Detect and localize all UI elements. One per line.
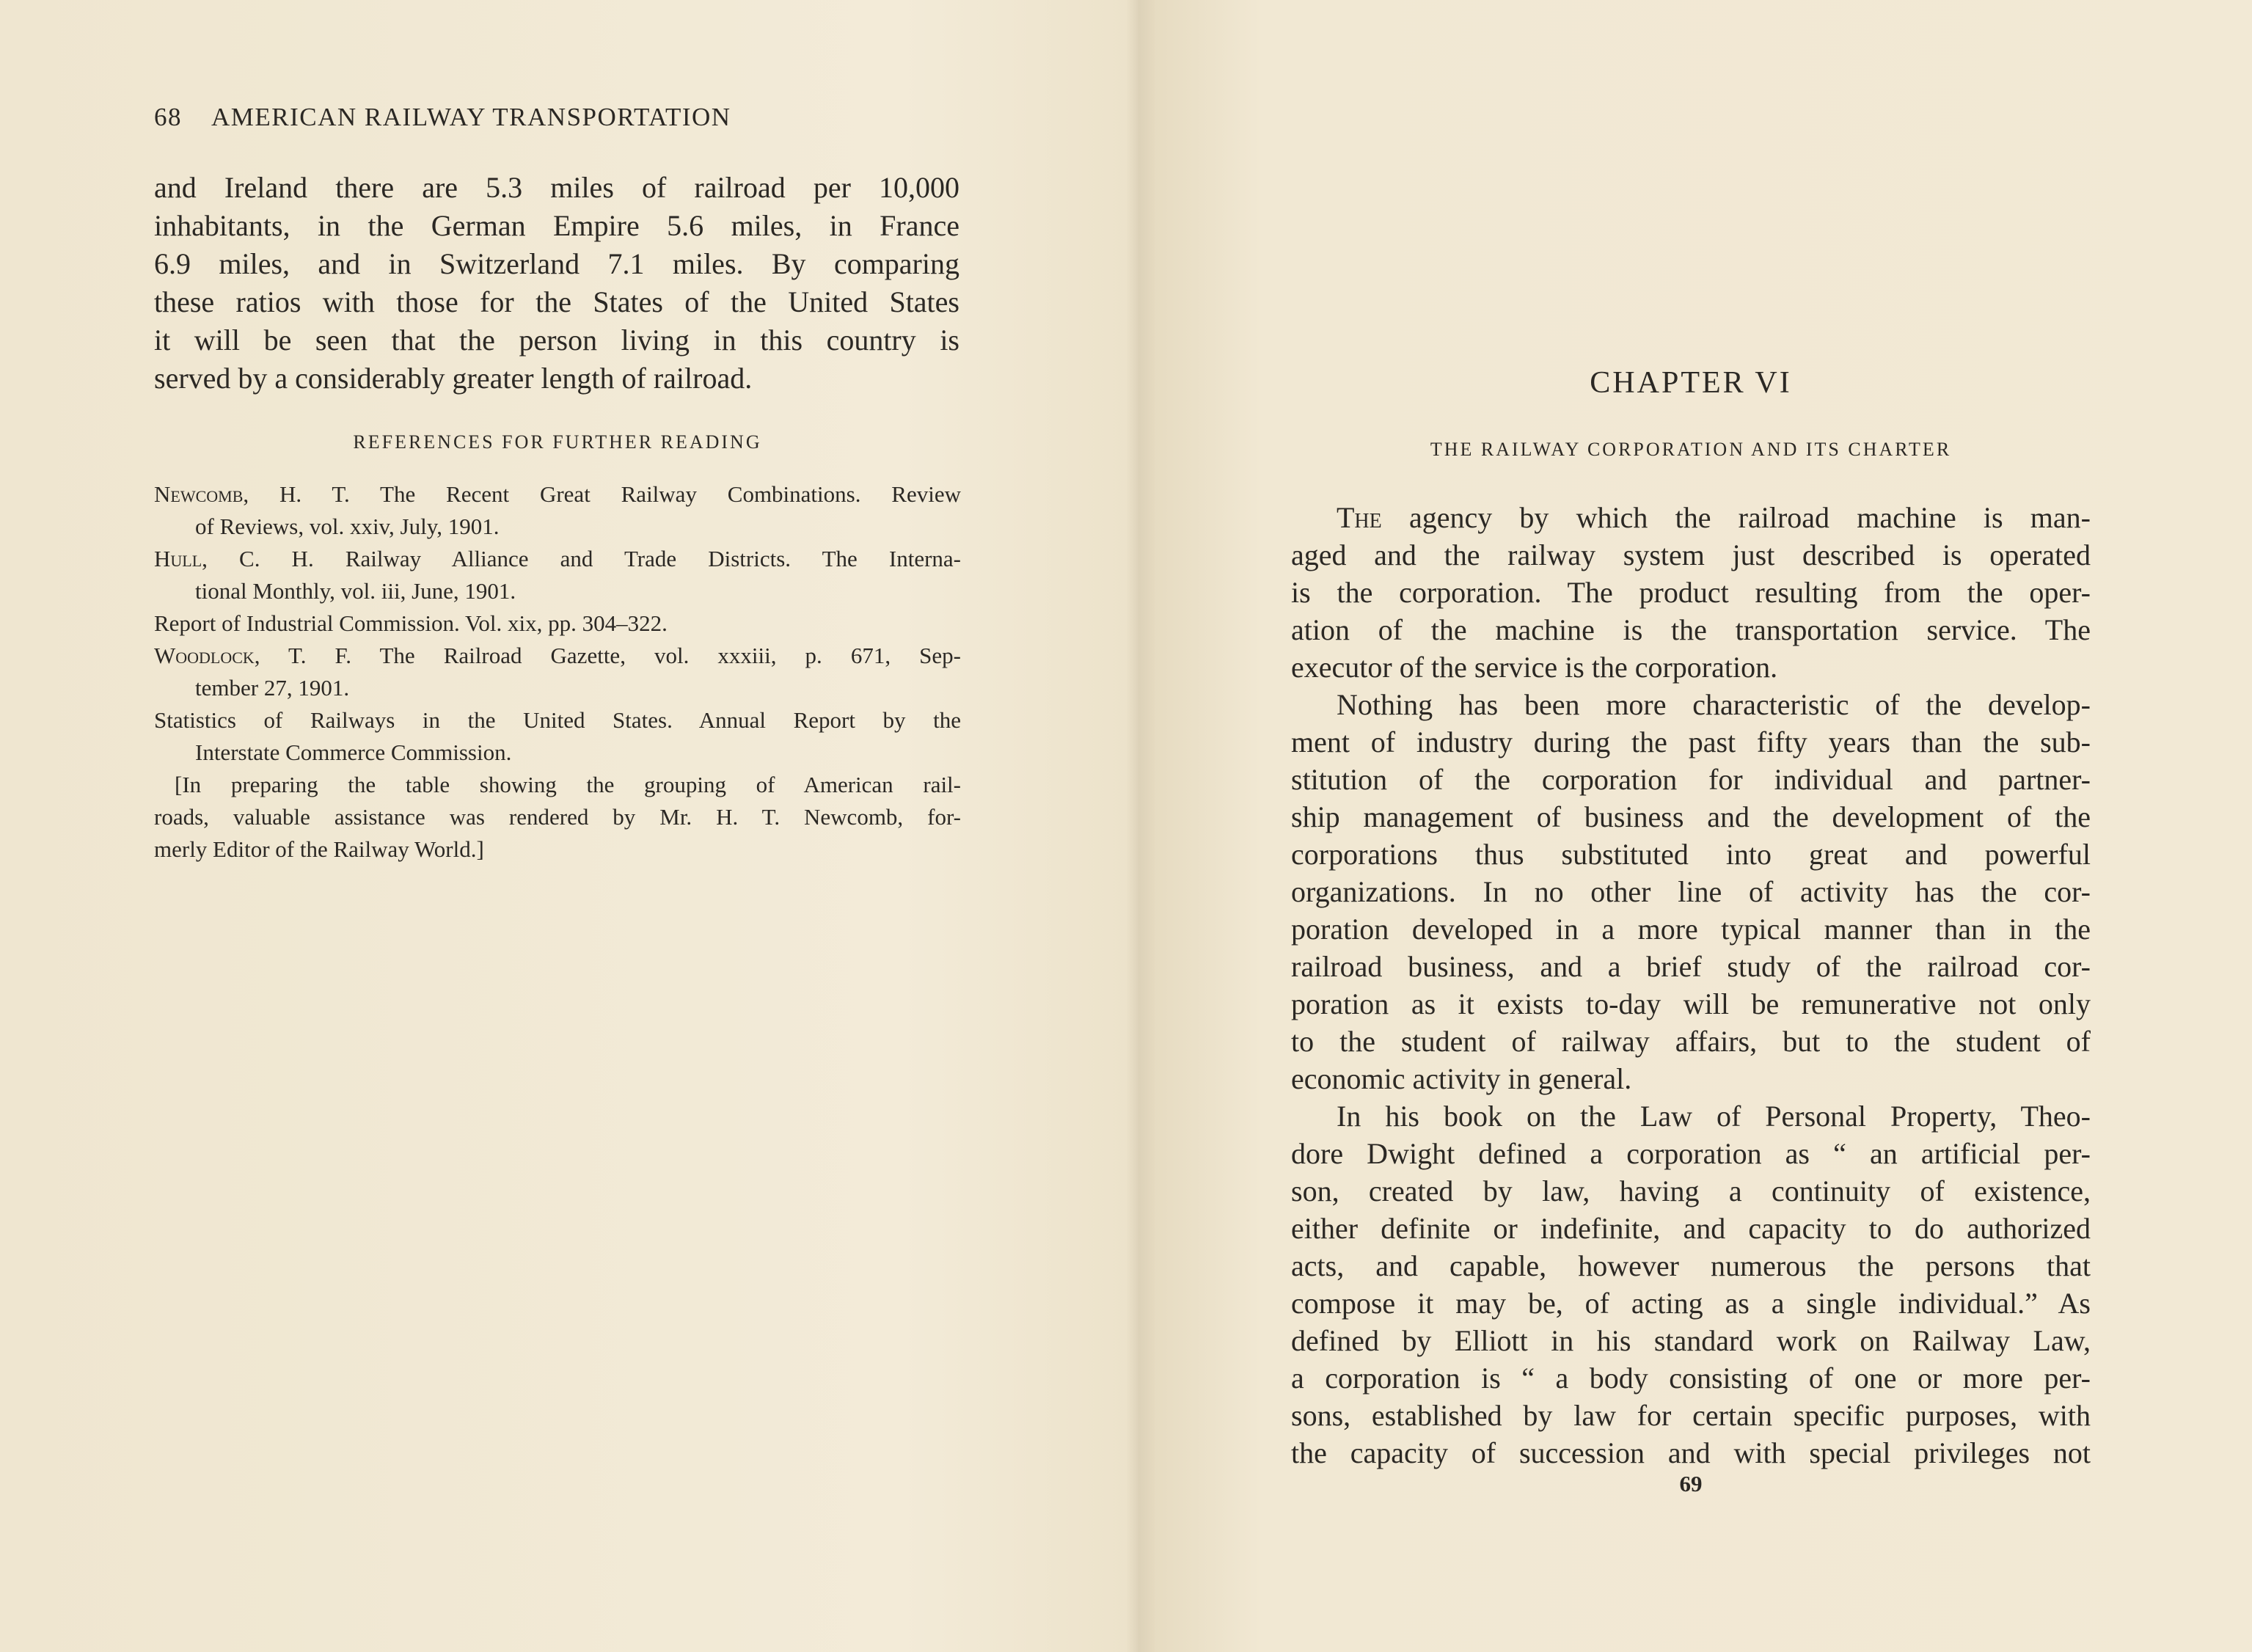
reference-entry: Statistics of Railways in the United States. Annual Report by the (154, 707, 961, 733)
text-line: it will be seen that the person living in this country is (154, 324, 959, 357)
text-line: and Ireland there are 5.3 miles of railroad per 10,000 (154, 171, 959, 204)
text-line: In his book on the Law of Personal Property, Theo- (1337, 1100, 2091, 1133)
text-line: these ratios with those for the States of the United States (154, 285, 959, 318)
text-line: a corporation is “ a body consisting of one or more per- (1291, 1362, 2091, 1395)
text-line: executor of the service is the corporation. (1291, 651, 1778, 684)
text-line: to the student of railway affairs, but to the student of (1291, 1025, 2091, 1058)
left-page (154, 0, 961, 1652)
text-line: organizations. In no other line of activity has the cor- (1291, 875, 2091, 908)
reference-continuation: Interstate Commerce Commission. (195, 739, 512, 765)
text-line: defined by Elliott in his standard work on Railway Law, (1291, 1324, 2091, 1357)
running-head-title: AMERICAN RAILWAY TRANSPORTATION (211, 103, 731, 131)
text-line: corporations thus substituted into great and powerful (1291, 838, 2091, 871)
reference-entry (154, 543, 961, 575)
page-number-left: 68 (154, 103, 182, 131)
reference-entry: Report of Industrial Commission. Vol. xix, pp. 304–322. (154, 610, 668, 636)
reference-author: Hull, C. H. (154, 546, 314, 571)
text-line: economic activity in general. (1291, 1062, 1632, 1095)
text-line: stitution of the corporation for individual and partner- (1291, 763, 2091, 796)
text-line: aged and the railway system just described is operated (1291, 538, 2091, 571)
reference-entry (154, 478, 961, 511)
text-line (1291, 499, 2091, 536)
text-line: is the corporation. The product resulting from the oper- (1291, 576, 2091, 609)
text-line: ship management of business and the development of the (1291, 800, 2091, 833)
text-line: 6.9 miles, and in Switzerland 7.1 miles. By comparing (154, 247, 959, 280)
text-line: served by a considerably greater length of railroad. (154, 362, 753, 395)
text-line: inhabitants, in the German Empire 5.6 miles, in France (154, 209, 959, 242)
text-line: railroad business, and a brief study of the railroad cor- (1291, 950, 2091, 983)
text-line: son, created by law, having a continuity of existence, (1291, 1174, 2091, 1207)
text-line: ment of industry during the past fifty years than the sub- (1291, 726, 2091, 759)
note-line: roads, valuable assistance was rendered by Mr. H. T. Newcomb, for- (154, 804, 961, 830)
references-heading: REFERENCES FOR FURTHER READING (353, 431, 762, 453)
reference-text: Railway Alliance and Trade Districts. The Interna- (313, 546, 962, 571)
right-page (1291, 0, 2091, 1652)
chapter-subtitle: THE RAILWAY CORPORATION AND ITS CHARTER (1430, 439, 1952, 460)
references-list (154, 478, 961, 866)
page-number-right: 69 (1679, 1471, 1703, 1496)
reference-text: The Recent Great Railway Combinations. Review (349, 481, 961, 507)
text-fragment: agency by which the railroad machine is man- (1381, 501, 2091, 534)
opening-word: The (1337, 501, 1382, 534)
reference-author: Woodlock, T. F. (154, 643, 351, 668)
chapter-title: CHAPTER VI (1590, 366, 1792, 400)
reference-author: Newcomb, H. T. (154, 481, 350, 507)
text-line: poration developed in a more typical manner than in the (1291, 913, 2091, 946)
text-line: dore Dwight defined a corporation as “ an artificial per- (1291, 1137, 2091, 1170)
running-head (154, 103, 858, 132)
text-line: Nothing has been more characteristic of the develop- (1337, 688, 2091, 721)
book-gutter (1126, 0, 1155, 1652)
text-line: acts, and capable, however numerous the persons that (1291, 1249, 2091, 1282)
text-line: the capacity of succession and with special privileges not (1291, 1436, 2091, 1469)
note-line: [In preparing the table showing the grouping of American rail- (175, 772, 961, 797)
reference-entry (154, 640, 961, 672)
left-paragraph (154, 169, 959, 398)
chapter-body (1291, 499, 2091, 1472)
text-line: poration as it exists to-day will be remunerative not only (1291, 987, 2091, 1020)
reference-continuation: tional Monthly, vol. iii, June, 1901. (195, 578, 516, 604)
reference-text: The Railroad Gazette, vol. xxxiii, p. 671, Sep- (351, 643, 961, 668)
reference-continuation: tember 27, 1901. (195, 675, 350, 701)
text-line: compose it may be, of acting as a single individual.” As (1291, 1287, 2091, 1320)
note-line: merly Editor of the Railway World.] (154, 836, 484, 862)
text-line: ation of the machine is the transportation service. The (1291, 613, 2091, 646)
text-line: either definite or indefinite, and capacity to do authorized (1291, 1212, 2091, 1245)
text-line: sons, established by law for certain specific purposes, with (1291, 1399, 2091, 1432)
reference-continuation: of Reviews, vol. xxiv, July, 1901. (195, 513, 500, 539)
